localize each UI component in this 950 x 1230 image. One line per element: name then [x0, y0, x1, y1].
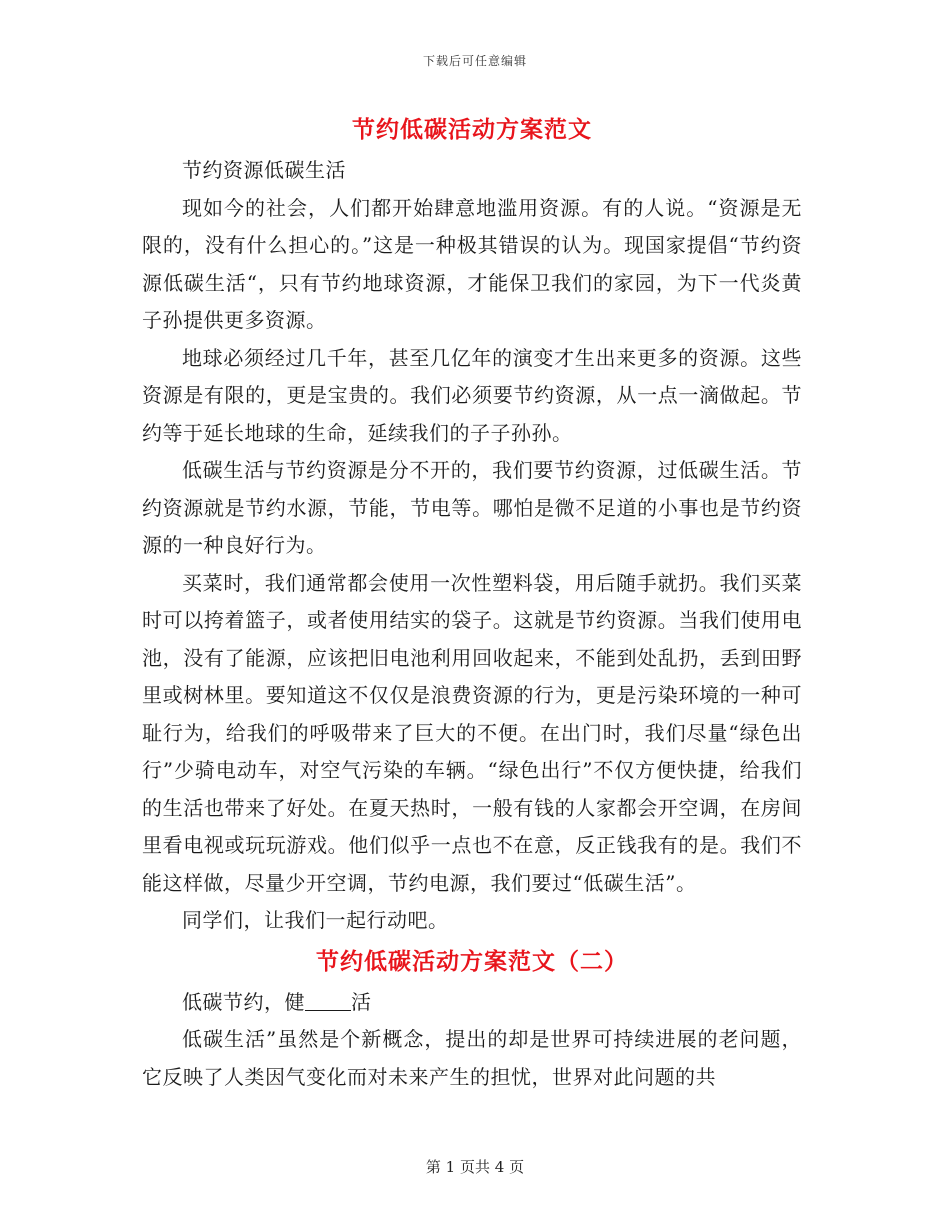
section-1-title: 节约低碳活动方案范文: [352, 116, 592, 143]
section-1-paragraph-2: 地球必须经过几千年，甚至几亿年的演变才生出来更多的资源。这些资源是有限的，更是宝贵的。我们必须要节约资源，从一点一滴做起。节约等于延长地球的生命，延续我们的子子孙孙。: [142, 345, 802, 445]
section-1-paragraph-3: 低碳生活与节约资源是分不开的，我们要节约资源，过低碳生活。节约资源就是节约水源，节能，节电等。哪怕是微不足道的小事也是节约资源的一种良好行为。: [142, 458, 802, 557]
section-1-paragraph-4: 买菜时，我们通常都会使用一次性塑料袋，用后随手就扔。我们买菜时可以挎着篮子，或者使用结实的袋子。这就是节约资源。当我们使用电池，没有了能源，应该把旧电池利用回收起来，不能到处乱扔，丢到田野里或树林里。要知道这不仅仅是浪费资源的行为，更是污染环境的一种可耻行为，给我们的呼吸带来了巨大的不便。在出门时，我们尽量“绿色出行”少骑电动车，对空气污染的车辆。“绿色出行”不仅方便快捷，给我们的生活也带来了好处。在夏天热时，一般有钱的人家都会开空调，在房间里看电视或玩玩游戏。他们似乎一点也不在意，反正钱我有的是。我们不能这样做，尽量少开空调，节约电源，我们要过“低碳生活”。: [142, 570, 802, 895]
section-1-subtitle: 节约资源低碳生活: [182, 158, 346, 182]
document-body: [142, 108, 802, 1096]
section-1-paragraph-5: 同学们，让我们一起行动吧。: [182, 908, 449, 932]
section-2-subtitle-end: 活: [351, 989, 372, 1014]
section-2-subtitle: [142, 984, 802, 1022]
section-2-subtitle-start: 低碳节约，健: [182, 989, 305, 1014]
fill-in-blank: [305, 990, 351, 1011]
page-number: 第 1 页共 4 页: [425, 1158, 525, 1176]
section-1-paragraph-1: 现如今的社会，人们都开始肆意地滥用资源。有的人说。“资源是无限的，没有什么担心的。”这是一种极其错误的认为。现国家提倡“节约资源低碳生活“，只有节约地球资源，才能保卫我们的家园，为下一代炎黄子孙提供更多资源。: [142, 195, 802, 332]
section-2-paragraph-1: 低碳生活”虽然是个新概念，提出的却是世界可持续进展的老问题，它反映了人类因气变化而对未来产生的担忧，世界对此问题的共: [142, 1027, 802, 1089]
header-note: 下载后可任意编辑: [422, 54, 527, 68]
section-2-title: 节约低碳活动方案范文（二）: [316, 947, 628, 975]
